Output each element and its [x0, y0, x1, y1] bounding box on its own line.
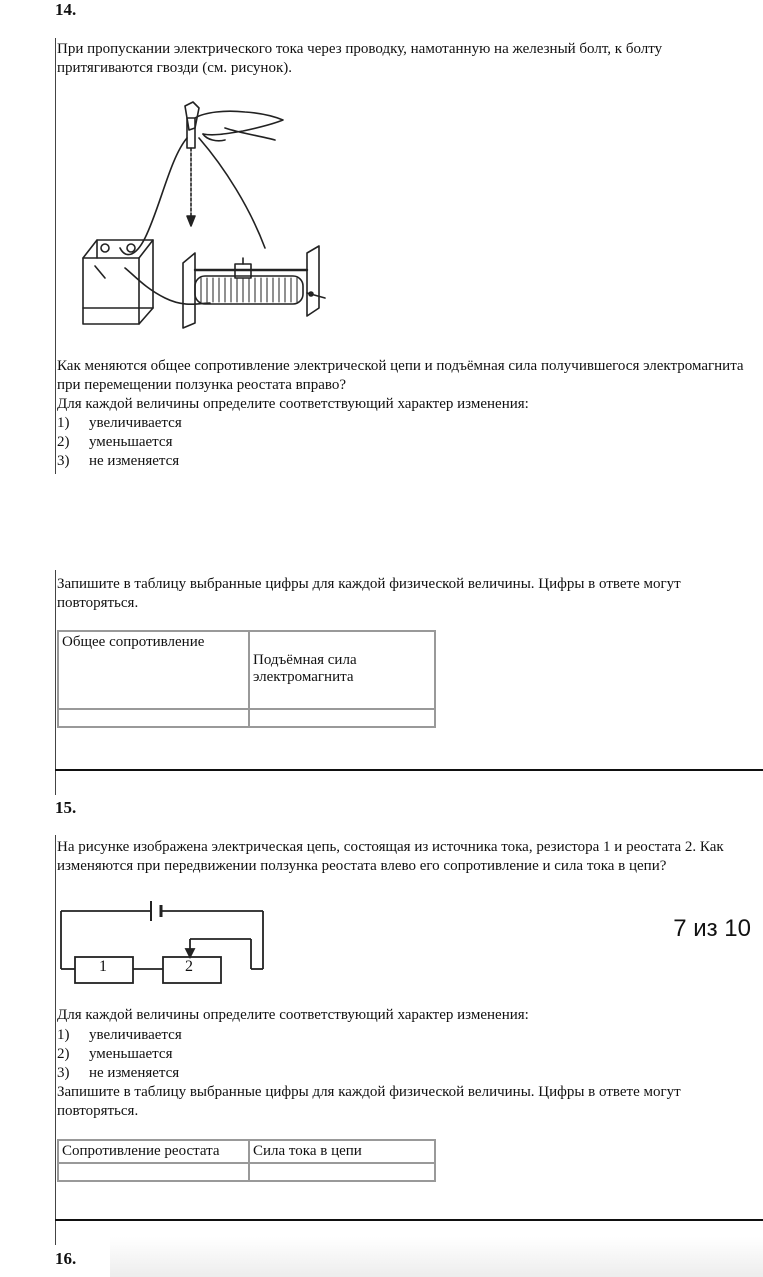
option-item: 3) не изменяется [57, 453, 180, 469]
page-indicator: 7 из 10 [673, 915, 751, 942]
answer-cell-lifting-force[interactable] [249, 709, 435, 727]
table-header-lifting-force: Подъёмная сила электромагнита [249, 631, 435, 709]
section-divider [55, 1219, 763, 1221]
question-15-answer-table [57, 1139, 436, 1182]
option-item: 1) увеличивается [57, 415, 182, 431]
electromagnet-illustration [75, 98, 335, 333]
section-divider [55, 769, 763, 771]
answer-cell-resistance[interactable] [58, 709, 249, 727]
question-15-options [57, 1026, 182, 1083]
question-15-intro: На рисунке изображена электрическая цепь, состоящая из источника тока, резистора 1 и реостата 2. Как изменяются при передвижении ползунка реостата влево его сопротивление и сила тока в цепи? [57, 839, 724, 874]
option-item: 1) увеличивается [57, 1027, 182, 1043]
question-14-intro: При пропускании электрического тока через проводку, намотанную на железный болт, к болту притягиваются гвозди (см. рисунок). [57, 41, 663, 76]
left-margin-line [55, 38, 56, 474]
question-14-table-instruction: Запишите в таблицу выбранные цифры для каждой физической величины. Цифры в ответе могут повторяться. [57, 576, 681, 611]
question-15-number: 15. [55, 798, 77, 817]
rheostat-label: 2 [185, 958, 193, 975]
table-header-current: Сила тока в цепи [249, 1140, 435, 1163]
option-item: 2) уменьшается [57, 434, 173, 450]
question-15-table-instruction: Запишите в таблицу выбранные цифры для каждой физической величины. Цифры в ответе могут повторяться. [57, 1084, 681, 1119]
question-14-instruction: Для каждой величины определите соответствующий характер изменения: [57, 396, 529, 412]
answer-cell-rheostat-resistance[interactable] [58, 1163, 249, 1181]
question-14-answer-table [57, 630, 436, 728]
question-14-text: Как меняются общее сопротивление электрической цепи и подъёмная сила получившегося электромагнита при перемещении ползунка реостата вправо? [57, 358, 744, 393]
question-14-options [57, 414, 182, 471]
table-header-rheostat-resistance: Сопротивление реостата [58, 1140, 249, 1163]
question-16-number: 16. [55, 1249, 77, 1268]
resistor-label: 1 [99, 958, 107, 975]
answer-cell-current[interactable] [249, 1163, 435, 1181]
option-item: 3) не изменяется [57, 1065, 180, 1081]
question-15-instruction: Для каждой величины определите соответствующий характер изменения: [57, 1007, 529, 1023]
left-margin-line [55, 570, 56, 795]
option-item: 2) уменьшается [57, 1046, 173, 1062]
table-header-resistance: Общее сопротивление [58, 631, 249, 709]
circuit-diagram [55, 895, 270, 987]
bottom-fade [110, 1237, 763, 1277]
question-14-number: 14. [55, 0, 77, 19]
